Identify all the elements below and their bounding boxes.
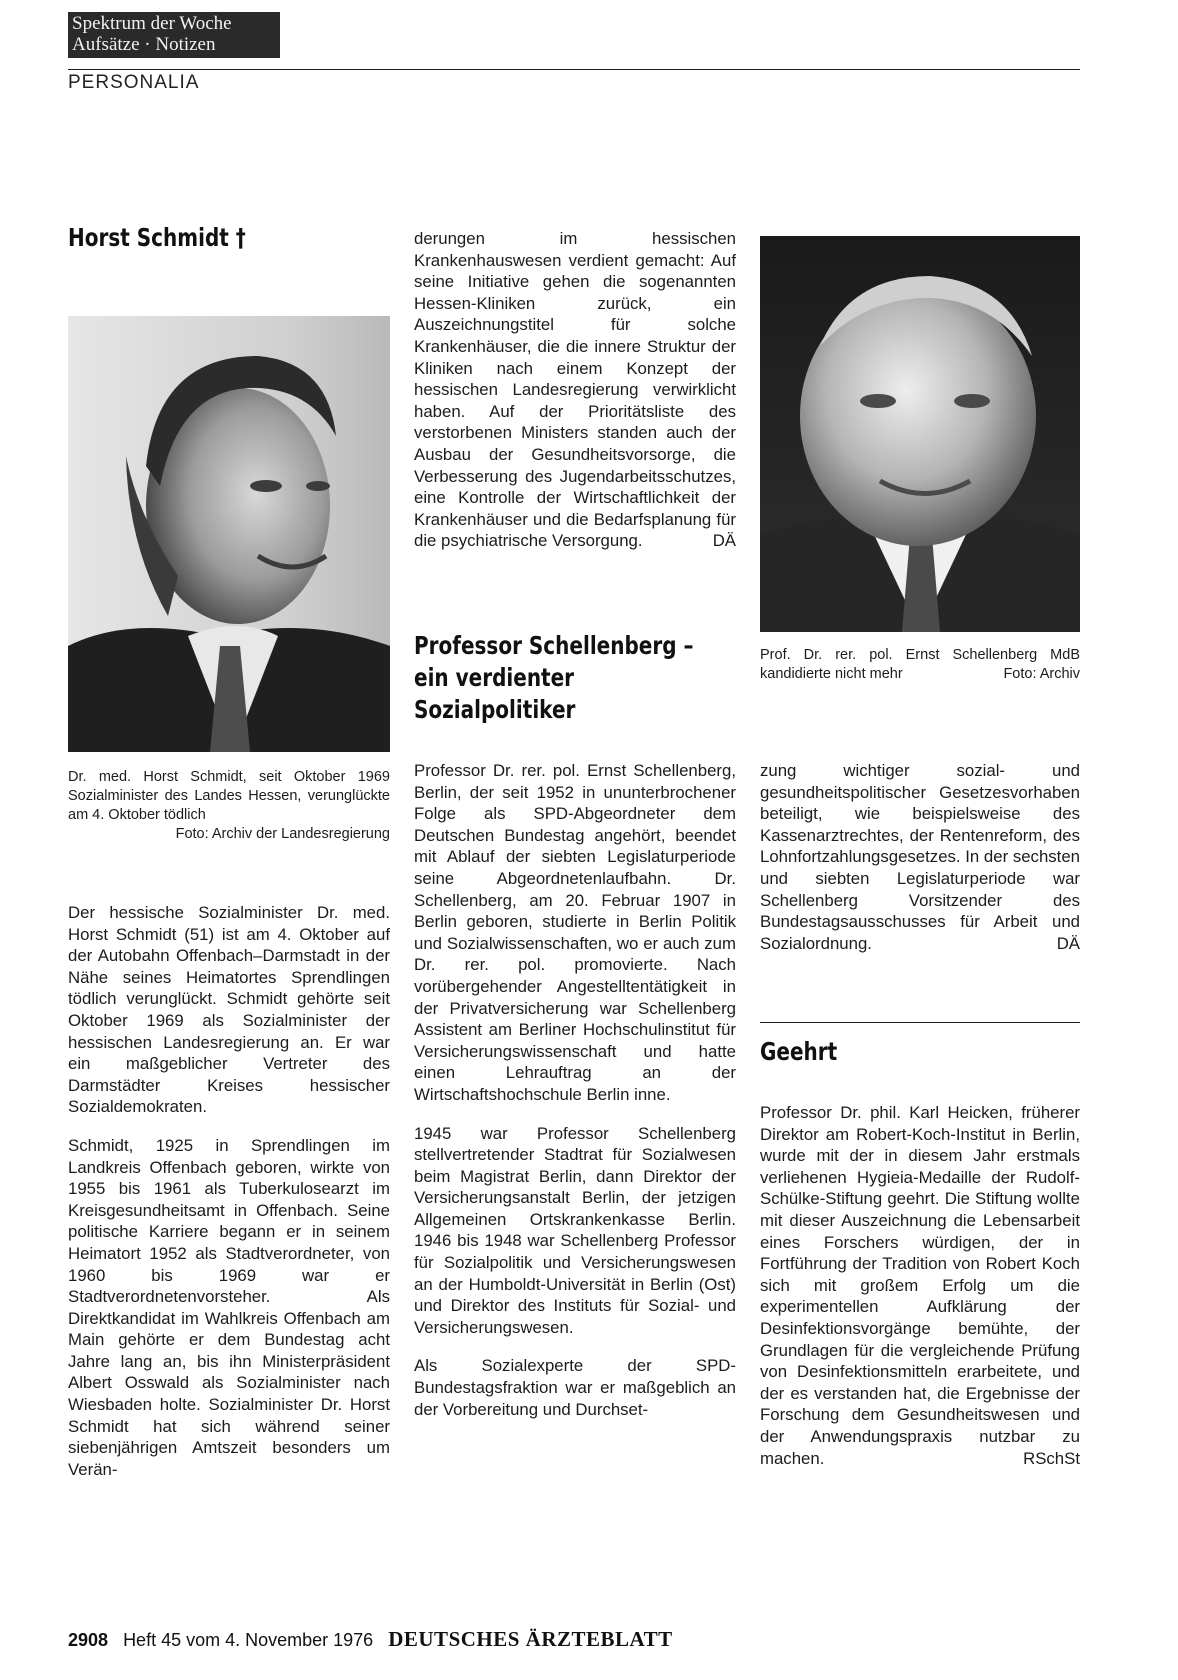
masthead-line-2: Aufsätze · Notizen	[72, 34, 216, 55]
caption-schellenberg	[760, 646, 1080, 684]
paragraph: Professor Dr. rer. pol. Ernst Schellenberg, Berlin, der seit 1952 in ununterbrochener Folge als SPD-Abgeordneter dem Deutschen Bundestag angehört, beendet mit Ablauf der siebten Legislaturperiode seine Abgeordnetenlaufbahn. Dr. Schellenberg, am 20. Februar 1907 in Berlin geboren, studierte in Berlin Politik und Sozialwissenschaften, wo er auch zum Dr. rer. pol. promovierte. Nach vorübergehender Angestelltentätigkeit in der Privatversicherung war Schellenberg Assistent am Berliner Hochschulinstitut für Versicherungswissenschaft und hatte einen Lehrauftrag an der Wirtschaftshochschule Berlin inne.	[414, 761, 736, 1104]
photo-credit: Foto: Archiv der Landesregierung	[175, 826, 390, 842]
paragraph: Professor Dr. phil. Karl Heicken, früherer Direktor am Robert-Koch-Institut in Berlin, wurde mit der in diesem Jahr erstmals verliehenen Hygieia-Medaille der Rudolf-Schülke-Stiftung geehrt. Die Stiftung wollte mit dieser Auszeichnung die Lebensarbeit eines Forschers würdigen, der in Fortführung der Tradition von Robert Koch sich mit großem Erfolg um die experimentellen Aufklärung der Desinfektionsvorgänge bemühte, der Grundlagen für die vergleichende Prüfung von Desinfektionsmitteln erarbeitete, und der es verstanden hat, die Ergebnisse der Forschung dem Gesundheitswesen und der Anwendungspraxis nutzbar zu machen.	[760, 1103, 1080, 1468]
article-1-body	[68, 902, 390, 1497]
headline-geehrt: Geehrt	[760, 1037, 838, 1066]
page-footer	[68, 1627, 673, 1652]
article-2-body	[414, 760, 736, 1437]
headline-line: ein verdienter	[414, 663, 575, 692]
issue-info: Heft 45 vom 4. November 1976	[123, 1630, 374, 1650]
section-rule	[760, 1022, 1080, 1023]
paragraph: Schmidt, 1925 in Sprendlingen im Landkreis Offenbach geboren, wirkte von 1955 bis 1961 als Tuberkulosearzt im Kreisgesundheitsamt in Offenbach. Seine politische Karriere begann er in seinem Heimatort 1952 als Stadtverordneter, von 1960 bis 1969 war er Stadtverordnetenvorsteher. Als Direktkandidat im Wahlkreis Offenbach am Main gehörte er dem Bundestag acht Jahre lang an, bis ihn Ministerpräsident Albert Osswald als Sozialminister nach Wiesbaden holte. Sozialminister Dr. Horst Schmidt hat sich während seiner siebenjährigen Amtszeit besonders um Verän-	[68, 1135, 390, 1479]
caption-horst-schmidt	[68, 768, 390, 844]
masthead-line-1: Spektrum der Woche	[72, 13, 232, 34]
page-number: 2908	[68, 1630, 109, 1650]
signature: DÄ	[1056, 933, 1080, 953]
headline-line: Sozialpolitiker	[414, 695, 576, 724]
portrait-horst-schmidt	[68, 316, 390, 752]
article-1-continuation	[414, 228, 736, 552]
headline-schellenberg	[414, 630, 694, 726]
headline-line: Professor Schellenberg –	[414, 631, 694, 660]
caption-text: Prof. Dr. rer. pol. Ernst Schellenberg MdB kandidierte nicht mehr	[760, 647, 1080, 682]
signature: RSchSt	[1023, 1448, 1080, 1468]
journal-name: DEUTSCHES ÄRZTEBLATT	[388, 1627, 673, 1651]
paragraph: Als Sozialexperte der SPD-Bundestagsfraktion war er maßgeblich an der Vorbereitung und Durchset-	[414, 1356, 736, 1419]
masthead-badge	[68, 12, 280, 58]
paragraph: derungen im hessischen Krankenhauswesen verdient gemacht: Auf seine Initiative gehen die sogenannten Hessen-Kliniken zurück, ein Auszeichnungstitel für solche Krankenhäuser, die die innere Struktur der Kliniken nach einem Konzept der hessischen Landesregierung verwirklicht haben. Auf der Prioritätsliste des verstorbenen Ministers standen auch der Ausbau der Gesundheitsvorsorge, die Verbesserung des Jugendarbeitsschutzes, eine Kontrolle der Wirtschaftlichkeit der Krankenhäuser und die Bedarfsplanung für die psychiatrische Versorgung.	[414, 229, 736, 551]
paragraph: zung wichtiger sozial- und gesundheitspolitischer Gesetzesvorhaben beteiligt, wie beispielsweise des Kassenarztrechtes, der Rentenreform, des Lohnfortzahlungsgesetzes. In der sechsten und siebten Legislaturperiode war Schellenberg Vorsitzender des Bundestagsausschusses für Arbeit und Sozialordnung.	[760, 761, 1080, 953]
paragraph: 1945 war Professor Schellenberg stellvertretender Stadtrat für Sozialwesen beim Magistrat Berlin, dann Direktor der Versicherungsanstalt Berlin, der jetzigen Allgemeinen Ortskrankenkasse Berlin. 1946 bis 1948 war Schellenberg Professor für Sozialpolitik und Versicherungswesen an der Humboldt-Universität in Berlin (Ost) und Direktor des Instituts für Sozial- und Versicherungswesen.	[414, 1123, 736, 1337]
article-3-body	[760, 1102, 1080, 1469]
caption-text: Dr. med. Horst Schmidt, seit Oktober 1969 Sozialminister des Landes Hessen, verunglückte am 4. Oktober tödlich	[68, 769, 390, 823]
section-label: PERSONALIA	[68, 72, 200, 93]
header-rule	[68, 69, 1080, 70]
article-2-continuation	[760, 760, 1080, 954]
headline-horst-schmidt: Horst Schmidt †	[68, 223, 246, 252]
portrait-ernst-schellenberg	[760, 236, 1080, 632]
photo-credit: Foto: Archiv	[1003, 666, 1080, 682]
signature: DÄ	[712, 531, 736, 551]
paragraph: Der hessische Sozialminister Dr. med. Horst Schmidt (51) ist am 4. Oktober auf der Autobahn Offenbach–Darmstadt in der Nähe seines Heimatortes Sprendlingen tödlich verunglückt. Schmidt gehörte seit Oktober 1969 als Sozialminister der hessischen Landesregierung an. Er war ein maßgeblicher Vertreter des Darmstädter Kreises hessischer Sozialdemokraten.	[68, 903, 390, 1117]
